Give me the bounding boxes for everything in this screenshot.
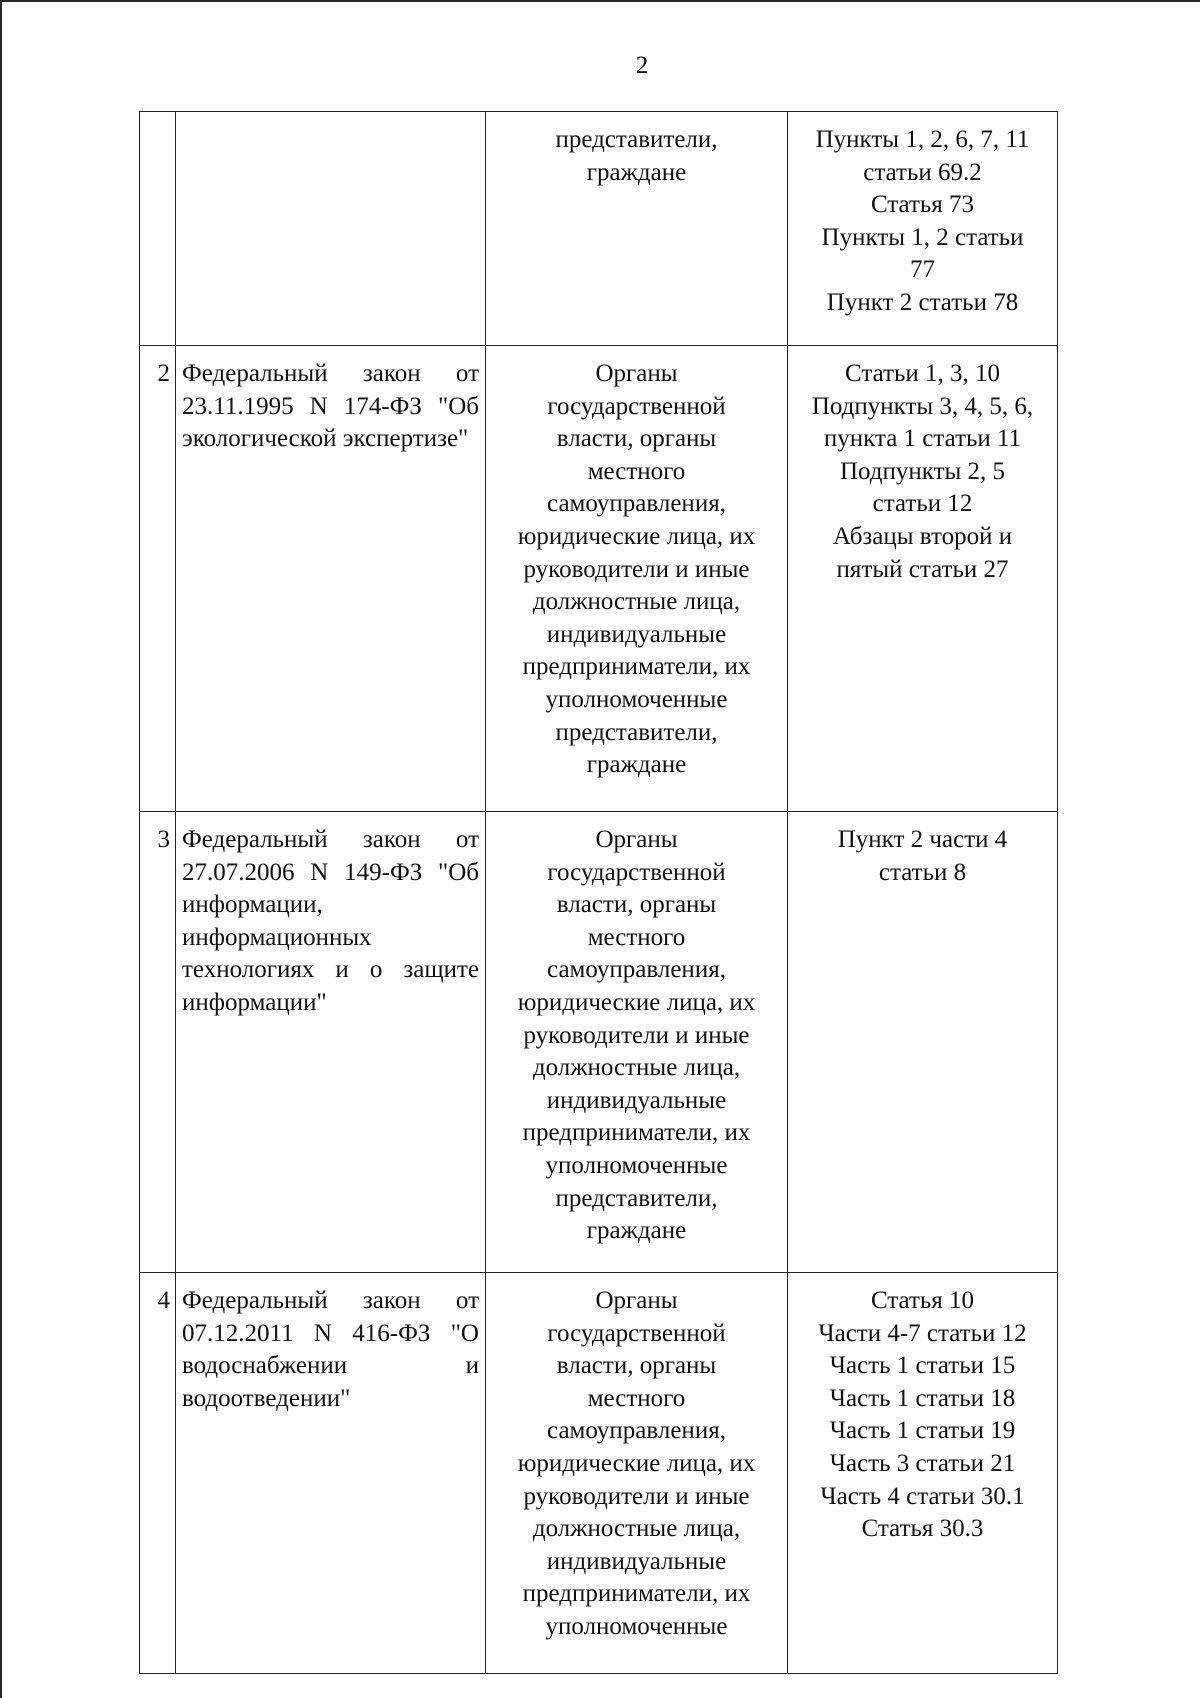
- cell-line: юридические лица, их: [517, 522, 756, 550]
- cell-line: Подпункты 2, 5: [839, 457, 1006, 485]
- cell-line: предприниматели, их: [522, 1580, 751, 1608]
- cell-line: Часть 3 статьи 21: [829, 1449, 1016, 1477]
- row-number: 4: [140, 1273, 176, 1674]
- cell-line: руководители и иные: [523, 555, 750, 583]
- cell-line: Часть 1 статьи 19: [829, 1417, 1016, 1445]
- row-number: 3: [140, 812, 176, 1273]
- law-title-cell: [176, 812, 486, 1273]
- articles-cell: [788, 346, 1058, 812]
- cell-line: уполномоченные: [545, 1151, 728, 1179]
- cell-line: Органы: [595, 1287, 678, 1314]
- subjects-cell: [486, 1273, 788, 1674]
- cell-line: представители,: [555, 1184, 718, 1212]
- cell-line: местного: [587, 923, 686, 951]
- cell-line: государственной: [547, 392, 726, 420]
- cell-line: индивидуальные: [546, 1086, 727, 1114]
- cell-line: юридические лица, их: [517, 1449, 756, 1477]
- cell-line: представители,: [555, 126, 718, 153]
- page-number: 2: [635, 52, 649, 79]
- cell-line: должностные лица,: [532, 1515, 741, 1543]
- cell-line: Статья 10: [870, 1287, 975, 1314]
- cell-line: 77: [910, 256, 935, 284]
- cell-line: граждане: [586, 1217, 687, 1245]
- cell-line: власти, органы: [556, 1352, 717, 1380]
- law-table: [139, 111, 1058, 1674]
- row-number: [140, 112, 176, 346]
- cell-line: власти, органы: [556, 891, 717, 919]
- cell-line: предприниматели, их: [522, 653, 751, 681]
- cell-line: уполномоченные: [545, 1612, 728, 1640]
- cell-line: должностные лица,: [532, 588, 741, 616]
- cell-line: самоуправления,: [547, 490, 726, 518]
- cell-line: уполномоченные: [545, 685, 728, 713]
- law-title-cell: [176, 1273, 486, 1674]
- cell-line: Части 4-7 статьи 12: [818, 1319, 1027, 1347]
- cell-line: государственной: [547, 858, 726, 886]
- law-table-body: [140, 112, 1058, 1674]
- cell-line: юридические лица, их: [517, 988, 756, 1016]
- law-title: Федеральный закон от 23.11.1995 N 174-ФЗ "Об экологической экспертизе": [182, 360, 479, 453]
- cell-line: руководители и иные: [523, 1482, 750, 1510]
- law-title-cell: [176, 112, 486, 346]
- cell-line: Часть 1 статьи 15: [829, 1352, 1016, 1380]
- cell-line: власти, органы: [556, 425, 717, 453]
- cell-line: статьи 8: [878, 858, 967, 886]
- cell-line: местного: [587, 457, 686, 485]
- table-row: [140, 812, 1058, 1273]
- cell-line: статьи 12: [872, 490, 973, 518]
- subjects-cell: [486, 812, 788, 1273]
- cell-line: граждане: [586, 158, 687, 186]
- table-row: [140, 1273, 1058, 1674]
- cell-line: индивидуальные: [546, 1547, 727, 1575]
- cell-line: Абзацы второй и: [832, 522, 1013, 550]
- cell-line: местного: [587, 1384, 686, 1412]
- cell-line: Пункты 1, 2, 6, 7, 11: [815, 126, 1030, 153]
- cell-line: самоуправления,: [547, 1417, 726, 1445]
- subjects-cell: [486, 112, 788, 346]
- cell-line: Статья 73: [870, 191, 975, 219]
- cell-line: Часть 1 статьи 18: [829, 1384, 1016, 1412]
- cell-line: индивидуальные: [546, 620, 727, 648]
- law-title: Федеральный закон от 07.12.2011 N 416-ФЗ "О водоснабжении и водоотведении": [182, 1287, 479, 1412]
- table-row: [140, 112, 1058, 346]
- cell-line: статьи 69.2: [863, 158, 982, 186]
- cell-line: Органы: [595, 826, 678, 853]
- cell-line: должностные лица,: [532, 1054, 741, 1082]
- cell-line: Статьи 1, 3, 10: [845, 360, 1000, 387]
- articles-cell: [788, 812, 1058, 1273]
- cell-line: Статья 30.3: [861, 1515, 984, 1543]
- cell-line: самоуправления,: [547, 956, 726, 984]
- cell-line: Часть 4 статьи 30.1: [820, 1482, 1025, 1510]
- cell-line: граждане: [586, 751, 687, 779]
- cell-line: Органы: [595, 360, 678, 387]
- cell-line: пятый статьи 27: [836, 555, 1009, 583]
- subjects-cell: [486, 346, 788, 812]
- law-title: Федеральный закон от 27.07.2006 N 149-ФЗ "Об информации, информационных технологиях и о защите информации": [182, 826, 479, 1016]
- cell-line: Пункт 2 статьи 78: [826, 288, 1019, 316]
- cell-line: представители,: [555, 718, 718, 746]
- cell-line: Подпункты 3, 4, 5, 6,: [811, 392, 1034, 420]
- articles-cell: [788, 112, 1058, 346]
- articles-cell: [788, 1273, 1058, 1674]
- law-title-cell: [176, 346, 486, 812]
- cell-line: государственной: [547, 1319, 726, 1347]
- cell-line: Пункт 2 части 4: [837, 826, 1008, 853]
- cell-line: руководители и иные: [523, 1021, 750, 1049]
- cell-line: Пункты 1, 2 статьи: [821, 223, 1024, 251]
- cell-line: предприниматели, их: [522, 1119, 751, 1147]
- cell-line: пункта 1 статьи 11: [823, 425, 1022, 453]
- table-row: [140, 346, 1058, 812]
- row-number: 2: [140, 346, 176, 812]
